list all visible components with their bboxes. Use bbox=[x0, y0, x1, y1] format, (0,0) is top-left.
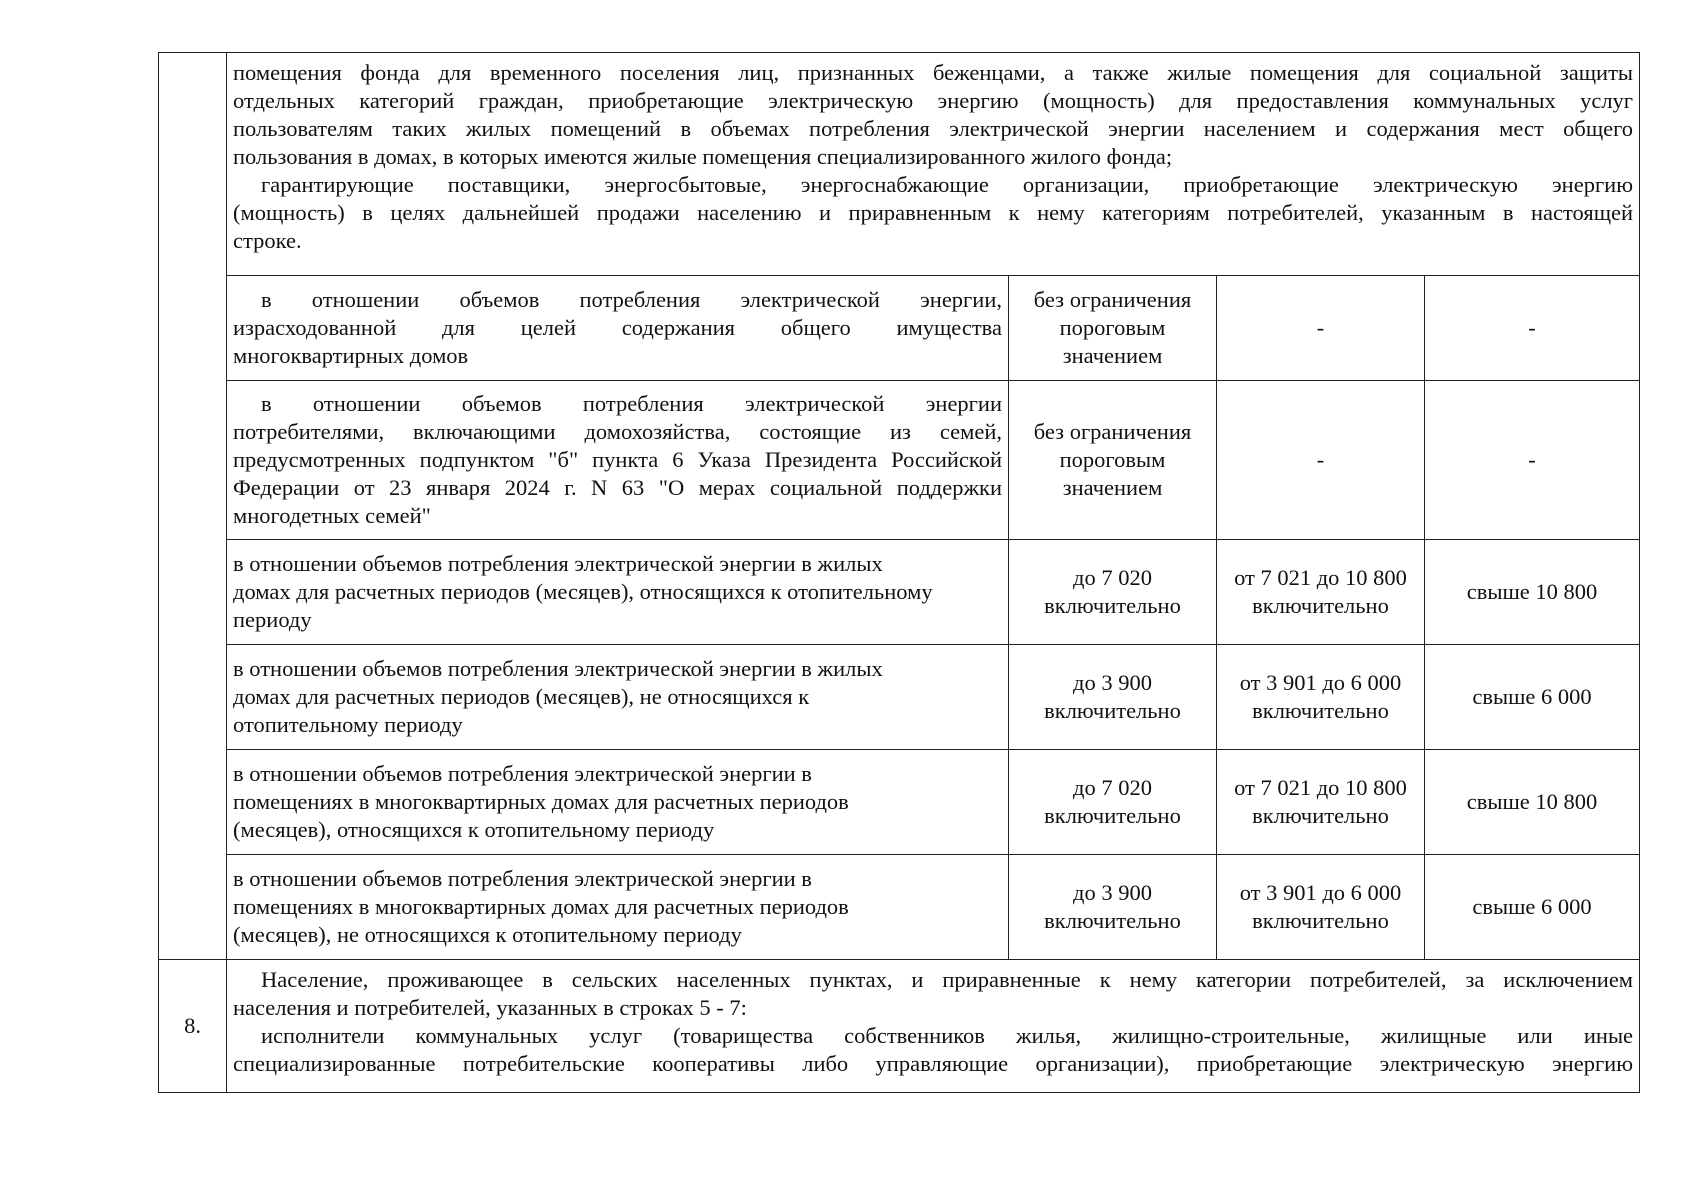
cell-line: значением bbox=[1062, 343, 1163, 368]
cell-line: включительно bbox=[1252, 593, 1389, 618]
desc-line: потребителями, включающими домохозяйства, состоящие из семей, bbox=[233, 419, 1002, 444]
cell-value: - bbox=[1316, 315, 1325, 340]
row8-line: специализированные потребительские кооперативы либо управляющие организации), приобретающие электрическую энергию bbox=[233, 1051, 1634, 1076]
row-8 bbox=[159, 960, 1640, 1093]
row8-line: населения и потребителей, указанных в строках 5 - 7: bbox=[233, 995, 747, 1020]
cell-line: без ограничения bbox=[1033, 419, 1192, 444]
threshold-cell-c bbox=[1425, 750, 1640, 855]
intro-line: (мощность) в целях дальнейшей продажи населению и приравненным к нему категориям потребителей, указанным в настоящей bbox=[233, 200, 1634, 225]
table-row bbox=[159, 276, 1640, 381]
desc-line: (месяцев), относящихся к отопительному периоду bbox=[233, 817, 715, 842]
cell-line: до 3 900 bbox=[1073, 670, 1152, 695]
desc-line: в отношении объемов потребления электрической энергии в жилых bbox=[233, 656, 883, 681]
row-7-intro-text bbox=[227, 53, 1640, 276]
threshold-cell-a bbox=[1009, 381, 1217, 540]
desc-line: предусмотренных подпунктом "б" пункта 6 Указа Президента Российской bbox=[233, 447, 1002, 472]
cell-line: значением bbox=[1062, 475, 1163, 500]
cell-line: включительно bbox=[1252, 698, 1389, 723]
desc-line: в отношении объемов потребления электрической энергии в жилых bbox=[233, 551, 883, 576]
threshold-cell-b bbox=[1217, 855, 1425, 960]
desc-line: помещениях в многоквартирных домах для расчетных периодов bbox=[233, 789, 849, 814]
intro-line: пользования в домах, в которых имеются жилые помещения специализированного жилого фонда; bbox=[233, 144, 1173, 169]
desc-line: многоквартирных домов bbox=[233, 343, 469, 368]
cell-line: от 3 901 до 6 000 bbox=[1239, 880, 1402, 905]
cell-line: от 3 901 до 6 000 bbox=[1239, 670, 1402, 695]
table-row bbox=[159, 381, 1640, 540]
cell-line: включительно bbox=[1252, 803, 1389, 828]
row-description bbox=[227, 645, 1009, 750]
desc-line: в отношении объемов потребления электрической энергии, bbox=[261, 287, 1002, 312]
desc-line: домах для расчетных периодов (месяцев), относящихся к отопительному bbox=[233, 579, 933, 604]
cell-line: до 7 020 bbox=[1073, 565, 1152, 590]
cell-value: свыше 6 000 bbox=[1472, 684, 1592, 709]
cell-line: включительно bbox=[1252, 908, 1389, 933]
intro-line: пользователям таких жилых помещений в объемах потребления электрической энергии населением и содержания мест общего bbox=[233, 116, 1634, 141]
intro-line: гарантирующие поставщики, энергосбытовые, энергоснабжающие организации, приобретающие электрическую энергию bbox=[261, 172, 1634, 197]
desc-line: домах для расчетных периодов (месяцев), не относящихся к bbox=[233, 684, 810, 709]
threshold-cell-a bbox=[1009, 750, 1217, 855]
intro-line: помещения фонда для временного поселения лиц, признанных беженцами, а также жилые помещения для социальной защиты bbox=[233, 60, 1634, 85]
threshold-cell-b bbox=[1217, 645, 1425, 750]
threshold-cell-c bbox=[1425, 276, 1640, 381]
row-8-number-cell bbox=[159, 960, 227, 1093]
desc-line: в отношении объемов потребления электрической энергии в bbox=[233, 761, 812, 786]
row-description bbox=[227, 540, 1009, 645]
threshold-cell-a bbox=[1009, 645, 1217, 750]
threshold-cell-b bbox=[1217, 276, 1425, 381]
row-7-intro bbox=[159, 53, 1640, 276]
cell-value: свыше 10 800 bbox=[1466, 579, 1598, 604]
cell-line: от 7 021 до 10 800 bbox=[1234, 565, 1407, 590]
threshold-cell-b bbox=[1217, 381, 1425, 540]
tariff-table bbox=[158, 52, 1640, 1093]
desc-line: (месяцев), не относящихся к отопительному периоду bbox=[233, 922, 742, 947]
cell-value: свыше 10 800 bbox=[1466, 789, 1598, 814]
row-number: 8. bbox=[184, 1013, 201, 1038]
desc-line: Федерации от 23 января 2024 г. N 63 "О мерах социальной поддержки bbox=[233, 475, 1002, 500]
intro-line: отдельных категорий граждан, приобретающие электрическую энергию (мощность) для предоставления коммунальных услуг bbox=[233, 88, 1634, 113]
threshold-cell-a bbox=[1009, 276, 1217, 381]
cell-value: - bbox=[1528, 315, 1536, 340]
cell-value: - bbox=[1528, 447, 1536, 472]
threshold-cell-c bbox=[1425, 855, 1640, 960]
table-row bbox=[159, 855, 1640, 960]
threshold-cell-c bbox=[1425, 381, 1640, 540]
desc-line: в отношении объемов потребления электрической энергии bbox=[261, 391, 1002, 416]
cell-line: включительно bbox=[1044, 593, 1181, 618]
threshold-cell-b bbox=[1217, 540, 1425, 645]
threshold-cell-c bbox=[1425, 540, 1640, 645]
cell-line: от 7 021 до 10 800 bbox=[1234, 775, 1407, 800]
cell-line: пороговым bbox=[1059, 447, 1166, 472]
desc-line: отопительному периоду bbox=[233, 712, 463, 737]
row-description bbox=[227, 381, 1009, 540]
desc-line: помещениях в многоквартирных домах для расчетных периодов bbox=[233, 894, 849, 919]
cell-line: до 3 900 bbox=[1073, 880, 1152, 905]
cell-line: до 7 020 bbox=[1073, 775, 1152, 800]
row-description bbox=[227, 855, 1009, 960]
row-8-text bbox=[227, 960, 1640, 1093]
row-description bbox=[227, 276, 1009, 381]
row-description bbox=[227, 750, 1009, 855]
desc-line: израсходованной для целей содержания общего имущества bbox=[233, 315, 1002, 340]
threshold-cell-c bbox=[1425, 645, 1640, 750]
threshold-cell-a bbox=[1009, 540, 1217, 645]
threshold-cell-b bbox=[1217, 750, 1425, 855]
cell-value: свыше 6 000 bbox=[1472, 894, 1592, 919]
intro-line: строке. bbox=[233, 228, 302, 253]
cell-line: включительно bbox=[1044, 803, 1181, 828]
table-row bbox=[159, 645, 1640, 750]
threshold-cell-a bbox=[1009, 855, 1217, 960]
row8-line: исполнители коммунальных услуг (товарищества собственников жилья, жилищно-строительные, жилищные или иные bbox=[261, 1023, 1634, 1048]
cell-line: без ограничения bbox=[1033, 287, 1192, 312]
cell-value: - bbox=[1316, 447, 1325, 472]
desc-line: периоду bbox=[233, 607, 312, 632]
row-7-number-cell bbox=[159, 53, 227, 960]
desc-line: в отношении объемов потребления электрической энергии в bbox=[233, 866, 812, 891]
row8-line: Население, проживающее в сельских населенных пунктах, и приравненные к нему категории потребителей, за исключением bbox=[261, 967, 1634, 992]
cell-line: включительно bbox=[1044, 908, 1181, 933]
desc-line: многодетных семей" bbox=[233, 503, 431, 528]
cell-line: пороговым bbox=[1059, 315, 1166, 340]
cell-line: включительно bbox=[1044, 698, 1181, 723]
table-row bbox=[159, 750, 1640, 855]
table-row bbox=[159, 540, 1640, 645]
